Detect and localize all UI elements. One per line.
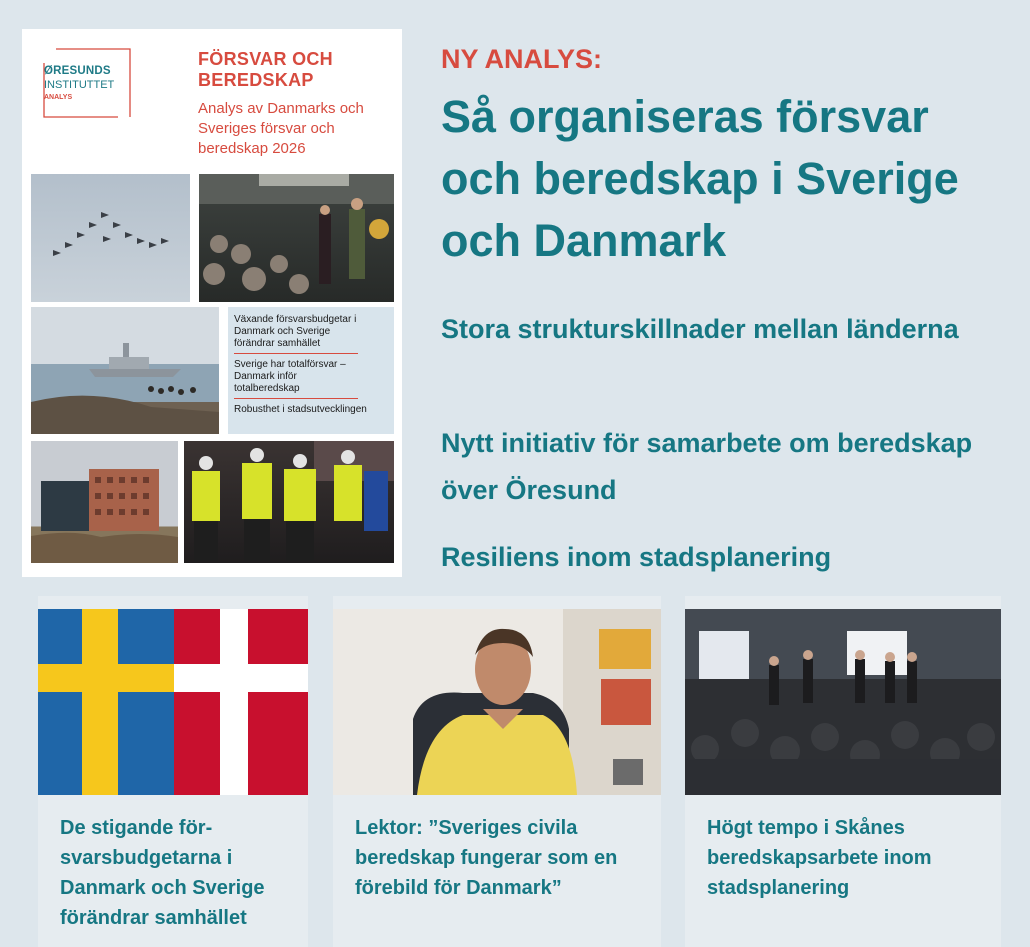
- logo-subname: INSTITUTTET: [44, 79, 115, 91]
- logo-tag: ANALYS: [44, 94, 73, 101]
- lecturer-portrait-photo: [333, 609, 661, 795]
- naval-ship-photo: [31, 307, 219, 434]
- article-card[interactable]: [333, 596, 661, 947]
- card-caption[interactable]: De stigande för-svarsbudgetarna i Danmark och Sverige förändrar samhället: [60, 817, 265, 929]
- cover-subtitle: Analys av Danmarks och Sveriges försvar och beredskap 2026: [198, 100, 364, 157]
- headline[interactable]: Så organiseras försvar och beredskap i Sverige och Danmark: [441, 91, 959, 266]
- key-point: Nytt initiativ för samarbete om beredskap över Öresund: [441, 428, 973, 505]
- cover-bullet: Växande försvarsbudgetar i Danmark och Sverige förändrar samhället: [234, 314, 358, 354]
- office-building-photo: [31, 441, 178, 563]
- cover-title: FÖRSVAR OCH BEREDSKAP: [198, 49, 333, 90]
- cover-bullet: Sverige har totalförsvar – Danmark inför totalberedskap: [234, 359, 358, 399]
- report-cover[interactable]: [22, 29, 402, 577]
- fighter-jets-photo: [31, 174, 190, 302]
- cover-highlights: [228, 307, 394, 434]
- key-point: Resiliens inom stadsplanering: [441, 542, 832, 572]
- key-point: Stora strukturskillnader mellan länderna: [441, 314, 959, 344]
- logo-name: ØRESUNDS: [44, 65, 111, 77]
- panel-audience-photo: [199, 174, 394, 302]
- card-caption[interactable]: Högt tempo i Skånes beredskapsarbete inom stadsplanering: [707, 817, 932, 899]
- card-caption[interactable]: Lektor: ”Sveriges civila beredskap fungerar som en förebild för Danmark”: [355, 817, 618, 899]
- article-card[interactable]: [38, 596, 308, 947]
- conference-photo: [685, 609, 1001, 795]
- cover-bullet: Robusthet i stadsutvecklingen: [234, 404, 367, 415]
- kicker: NY ANALYS:: [441, 44, 603, 74]
- sweden-denmark-flags: [38, 609, 308, 795]
- article-card[interactable]: [685, 596, 1001, 947]
- rescue-workers-photo: [184, 441, 394, 563]
